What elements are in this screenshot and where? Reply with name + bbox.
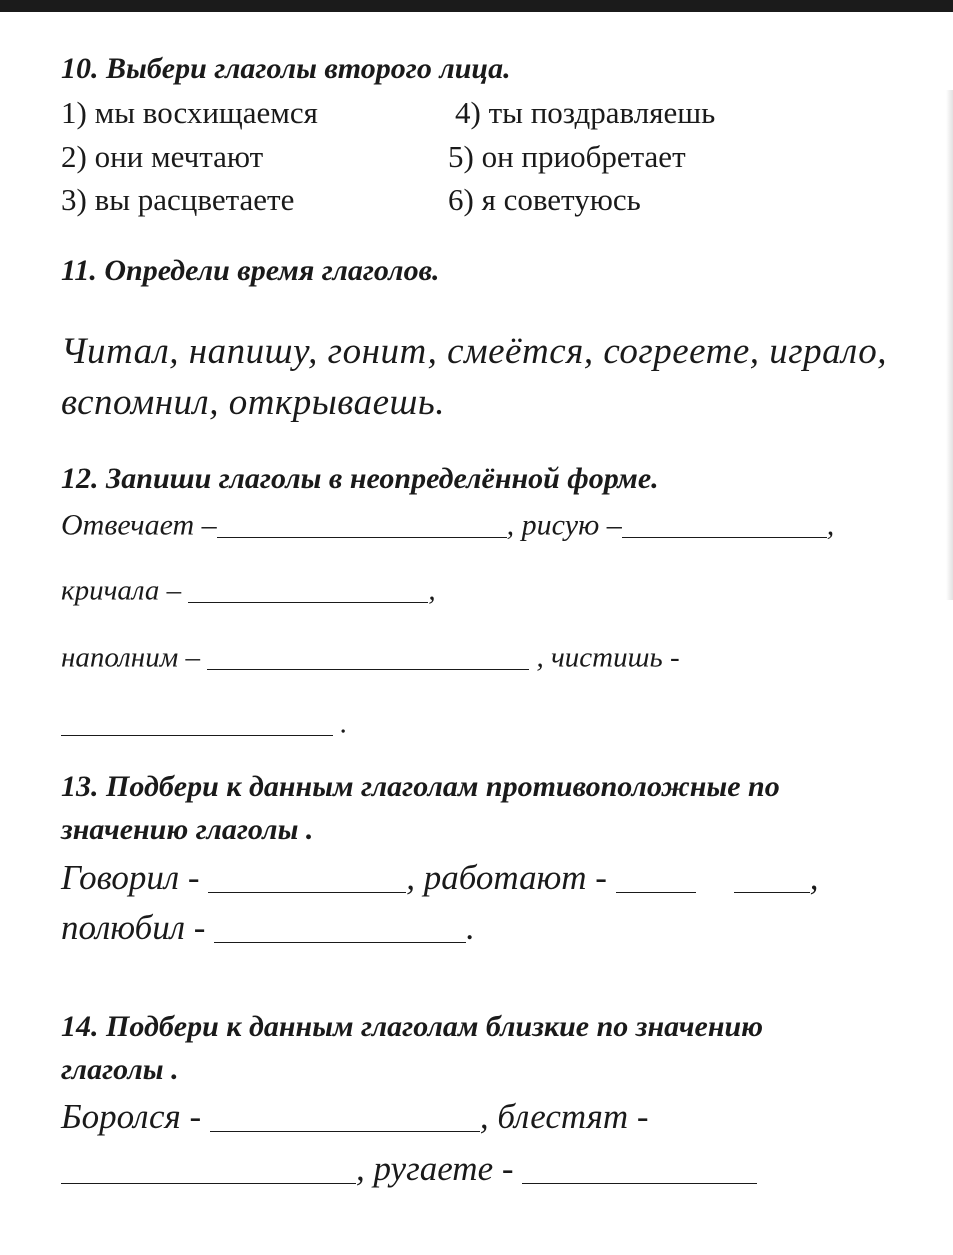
task-12-word-4: наполним – xyxy=(61,641,208,674)
task-11-title: 11. Определи время глаголов. xyxy=(61,254,440,287)
task-13-word-3: полюбил - xyxy=(61,907,215,947)
task-12-title: 12. Запиши глаголы в неопределённой форме. xyxy=(61,462,659,495)
task-14-title-line-2: глаголы . xyxy=(61,1053,179,1086)
answer-blank[interactable] xyxy=(61,706,333,736)
task-13-title-line-1: 13. Подбери к данным глаголам противоположные по xyxy=(61,770,780,803)
punctuation: , xyxy=(428,574,436,607)
task-13-word-1: Говорил - xyxy=(61,857,209,897)
task-12-line-2 xyxy=(61,573,436,608)
task-13-line-1 xyxy=(61,857,818,898)
task-12-line-1 xyxy=(61,507,834,542)
task-12-line-4 xyxy=(61,706,348,741)
top-bar xyxy=(0,0,953,12)
task-12-word-2: , рисую – xyxy=(506,508,622,542)
task-10-option-6: 6) я советуюсь xyxy=(448,182,641,217)
punctuation: . xyxy=(333,707,348,740)
task-10-option-3: 3) вы расцветаете xyxy=(61,182,295,217)
answer-blank[interactable] xyxy=(214,907,466,943)
page-edge-shadow xyxy=(946,90,953,600)
task-11-verbs-line-2: вспомнил, открываешь. xyxy=(61,382,446,423)
task-14-line-2 xyxy=(61,1148,757,1189)
task-13-word-2: , работают - xyxy=(406,857,616,897)
answer-blank[interactable] xyxy=(61,1148,356,1184)
task-10-option-5: 5) он приобретает xyxy=(448,139,686,174)
answer-blank[interactable] xyxy=(208,857,406,893)
task-12-word-3: кричала – xyxy=(61,574,189,607)
punctuation: , xyxy=(809,857,819,897)
task-14-word-1: Боролся - xyxy=(61,1096,210,1136)
task-12-word-1: Отвечает – xyxy=(61,508,217,542)
task-14-line-1 xyxy=(61,1096,649,1137)
task-10-title: 10. Выбери глаголы второго лица. xyxy=(61,52,511,85)
task-12-word-5: , чистишь - xyxy=(529,641,680,674)
answer-blank[interactable] xyxy=(734,857,810,893)
task-14-word-2: , блестят - xyxy=(479,1096,649,1136)
answer-blank[interactable] xyxy=(217,507,507,538)
punctuation: , xyxy=(826,508,835,542)
answer-blank[interactable] xyxy=(622,507,827,538)
task-10-option-1: 1) мы восхищаемся xyxy=(61,95,318,130)
answer-blank[interactable] xyxy=(522,1148,757,1184)
task-10-option-2: 2) они мечтают xyxy=(61,139,264,174)
punctuation: . xyxy=(466,907,475,947)
answer-blank[interactable] xyxy=(188,573,428,603)
answer-blank[interactable] xyxy=(210,1096,480,1132)
task-10-option-4: 4) ты поздравляешь xyxy=(455,95,716,130)
task-12-line-3 xyxy=(61,640,680,675)
task-13-line-2 xyxy=(61,907,475,948)
answer-blank[interactable] xyxy=(207,640,529,670)
task-14-word-3: , ругаете - xyxy=(356,1148,523,1188)
answer-blank[interactable] xyxy=(616,857,696,893)
task-11-verbs-line-1: Читал, напишу, гонит, смеётся, согреете, играло, xyxy=(61,331,888,372)
task-14-title-line-1: 14. Подбери к данным глаголам близкие по значению xyxy=(61,1010,764,1043)
task-13-title-line-2: значению глаголы . xyxy=(61,813,314,846)
